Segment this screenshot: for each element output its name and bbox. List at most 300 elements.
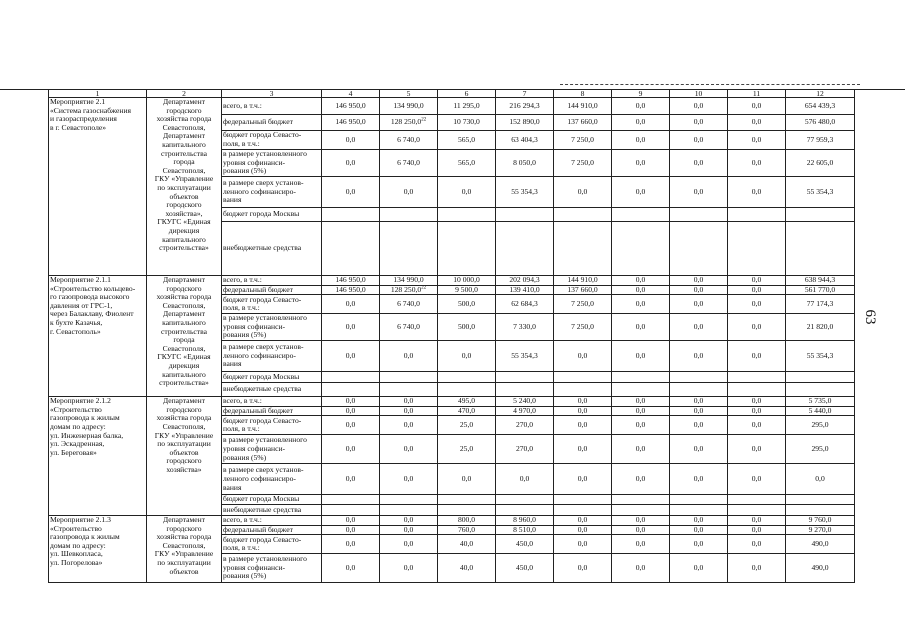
value-cell-col-11 xyxy=(728,515,786,525)
value-text: 0,0 xyxy=(345,420,356,430)
value-text: 0,0 xyxy=(693,186,704,196)
value-cell-col-6 xyxy=(438,416,496,435)
value-cell-col-9 xyxy=(612,406,670,416)
value-cell-col-5 xyxy=(380,464,438,495)
funding-source-line: бюджет города Москвы xyxy=(223,371,300,381)
column-number-4: 4 xyxy=(322,90,380,98)
value-text: 0,0 xyxy=(635,515,646,524)
value-text: 77 174,3 xyxy=(806,298,834,308)
value-text: 146 950,0 xyxy=(335,275,366,284)
value-cell-col-5 xyxy=(380,515,438,525)
executor-line: городского xyxy=(166,523,202,533)
value-cell-col-11 xyxy=(728,341,786,372)
value-text: 470,0 xyxy=(457,406,476,415)
funding-source-line: рования (5%) xyxy=(223,452,267,462)
value-cell-col-6 xyxy=(438,131,496,150)
column-number-2: 2 xyxy=(147,90,222,98)
value-cell-col-8 xyxy=(554,383,612,397)
value-cell-col-8 xyxy=(554,131,612,150)
value-text: 0,0 xyxy=(635,420,646,430)
value-cell-col-6 xyxy=(438,276,496,286)
executor-line: Департамент xyxy=(162,131,206,141)
value-text: 0,0 xyxy=(403,562,414,572)
value-cell-col-6 xyxy=(438,406,496,416)
value-text: 760,0 xyxy=(457,525,476,534)
value-cell-col-12 xyxy=(786,397,855,407)
value-cell-col-4 xyxy=(322,314,380,341)
executor-line: ГКУ «Управление xyxy=(154,549,214,559)
value-cell-col-8 xyxy=(554,554,612,583)
value-cell-col-4 xyxy=(322,177,380,208)
value-text: 7 250,0 xyxy=(571,298,594,308)
value-cell-col-11 xyxy=(728,397,786,407)
value-cell-col-6 xyxy=(438,98,496,115)
value-cell-col-9 xyxy=(612,314,670,341)
value-cell-col-5 xyxy=(380,372,438,383)
value-text: 0,0 xyxy=(403,420,414,430)
value-text: 0,0 xyxy=(751,406,762,415)
value-text: 0,0 xyxy=(345,298,356,308)
funding-source-line: рования (5%) xyxy=(223,166,267,176)
value-text: 22 605,0 xyxy=(806,157,834,167)
funding-source-line: в размере установленного xyxy=(223,313,307,323)
value-cell-col-9 xyxy=(612,208,670,222)
funding-source-cell xyxy=(222,115,322,131)
value-text: 0,0 xyxy=(635,396,646,406)
value-cell-col-7 xyxy=(496,295,554,314)
value-cell-col-4 xyxy=(322,435,380,464)
funding-source-line: вания xyxy=(223,482,242,492)
value-cell-col-9 xyxy=(612,341,670,372)
measure-line: Мероприятие 2.1.2 xyxy=(50,396,111,406)
value-cell-col-9 xyxy=(612,131,670,150)
funding-source-cell xyxy=(222,222,322,276)
funding-source-line: вания xyxy=(223,359,242,369)
funding-source-line: уровня софинанси- xyxy=(223,444,286,454)
value-cell-col-4 xyxy=(322,372,380,383)
value-cell-col-8 xyxy=(554,515,612,525)
funding-source-cell xyxy=(222,525,322,535)
value-cell-col-8 xyxy=(554,98,612,115)
executor-line: городского xyxy=(166,456,202,466)
executor-line: по эксплуатации xyxy=(157,439,211,449)
value-cell-col-8 xyxy=(554,115,612,131)
funding-source-line: уровня софинанси- xyxy=(223,157,286,167)
value-text: 0,0 xyxy=(345,538,356,548)
funding-source-cell xyxy=(222,504,322,515)
column-number-5: 5 xyxy=(380,90,438,98)
value-cell-col-7 xyxy=(496,131,554,150)
value-cell-col-4 xyxy=(322,131,380,150)
funding-source-cell xyxy=(222,535,322,554)
value-cell-col-8 xyxy=(554,372,612,383)
value-cell-col-4 xyxy=(322,525,380,535)
value-cell-col-11 xyxy=(728,150,786,177)
value-cell-col-12 xyxy=(786,515,855,525)
executor-line: ГКУГС «Единая xyxy=(157,217,211,227)
value-text: 0,0 xyxy=(815,474,825,484)
value-cell-col-10 xyxy=(670,372,728,383)
value-text: 0,0 xyxy=(577,444,588,454)
executor-line: Севастополя, xyxy=(162,300,206,310)
value-text: 576 480,0 xyxy=(804,117,836,127)
value-cell-col-9 xyxy=(612,495,670,505)
value-cell-col-10 xyxy=(670,295,728,314)
value-text: 134 990,0 xyxy=(393,275,424,284)
measure-line: Мероприятие 2.1.3 xyxy=(50,515,111,524)
funding-source-cell xyxy=(222,372,322,383)
value-cell-col-8 xyxy=(554,208,612,222)
value-cell-col-7 xyxy=(496,515,554,525)
value-text: 0,0 xyxy=(635,275,646,284)
value-text: 0,0 xyxy=(751,350,762,360)
value-text: 0,0 xyxy=(635,321,646,331)
value-cell-col-10 xyxy=(670,515,728,525)
table-row xyxy=(49,98,855,115)
column-number-row xyxy=(49,90,855,98)
table-row xyxy=(49,276,855,286)
value-text: 0,0 xyxy=(345,186,356,196)
table-row xyxy=(49,397,855,407)
value-cell-col-7 xyxy=(496,208,554,222)
value-cell-col-10 xyxy=(670,406,728,416)
value-text: 5 440,0 xyxy=(808,406,832,415)
executor-line: ГКУ «Управление xyxy=(154,430,214,440)
value-cell-col-9 xyxy=(612,276,670,286)
value-text: 0,0 xyxy=(577,406,588,415)
funding-source-cell xyxy=(222,285,322,295)
value-text: 0,0 xyxy=(693,562,704,572)
value-text: 0,0 xyxy=(635,186,646,196)
funding-source-line: федеральный бюджет xyxy=(223,406,293,415)
value-cell-col-7 xyxy=(496,177,554,208)
funding-source-line: в размере установленного xyxy=(223,435,307,445)
value-cell-col-10 xyxy=(670,397,728,407)
funding-source-cell xyxy=(222,177,322,208)
value-cell-col-5 xyxy=(380,504,438,515)
value-text: 490,0 xyxy=(811,538,829,548)
value-text: 0,0 xyxy=(693,525,704,534)
value-text: 0,0 xyxy=(693,396,704,406)
value-text: 25,0 xyxy=(459,420,474,430)
value-text: 0,0 xyxy=(577,186,588,196)
executor-line: городского xyxy=(166,283,202,293)
value-cell-col-10 xyxy=(670,115,728,131)
value-text: 0,0 xyxy=(577,396,588,406)
value-cell-col-8 xyxy=(554,222,612,276)
value-cell-col-9 xyxy=(612,115,670,131)
value-cell-col-7 xyxy=(496,397,554,407)
value-text: 0,0 xyxy=(751,298,762,308)
funding-source-line: бюджет города Москвы xyxy=(223,494,300,504)
value-text: 128 250,0 xyxy=(390,117,422,127)
value-text: 0,0 xyxy=(403,186,414,196)
funding-source-line: бюджет города Севасто- xyxy=(223,294,302,304)
executor-line: объектов xyxy=(169,447,199,457)
value-cell-col-7 xyxy=(496,495,554,505)
value-text: 0,0 xyxy=(345,350,356,360)
value-cell-col-9 xyxy=(612,397,670,407)
value-cell-col-5 xyxy=(380,341,438,372)
executor-line: города xyxy=(173,157,195,167)
value-cell-col-10 xyxy=(670,525,728,535)
funding-source-cell xyxy=(222,397,322,407)
funding-source-cell xyxy=(222,383,322,397)
value-text: 9 500,0 xyxy=(455,285,478,294)
measure-line: через Балаклаву, Фиолент xyxy=(50,309,134,319)
executor-line: хозяйства города xyxy=(156,292,212,302)
value-cell-col-5 xyxy=(380,276,438,286)
value-cell-col-8 xyxy=(554,314,612,341)
measure-line: ул. Шевкопласа, xyxy=(50,549,103,559)
value-text: 0,0 xyxy=(751,134,762,144)
value-text: 63 404,3 xyxy=(511,134,538,144)
value-text: 8 960,0 xyxy=(513,515,536,524)
value-cell-col-5 xyxy=(380,295,438,314)
value-text: 6 740,0 xyxy=(397,298,420,308)
measure-line: Мероприятие 2.1.1 xyxy=(50,275,111,284)
value-cell-col-4 xyxy=(322,208,380,222)
value-cell-col-10 xyxy=(670,554,728,583)
executor-line: объектов xyxy=(169,191,199,201)
value-text: 0,0 xyxy=(693,298,704,308)
value-text: 561 770,0 xyxy=(804,285,836,294)
value-text: 495,0 xyxy=(457,396,476,406)
value-cell-col-9 xyxy=(612,435,670,464)
measure-line: «Система газоснабжения xyxy=(50,105,132,115)
value-cell-col-9 xyxy=(612,177,670,208)
value-text: 134 990,0 xyxy=(393,100,424,110)
value-text: 55 354,3 xyxy=(806,350,834,360)
value-cell-col-7 xyxy=(496,115,554,131)
value-text: 0,0 xyxy=(403,444,414,454)
funding-source-line: бюджет города Москвы xyxy=(223,209,300,219)
funding-source-line: рования (5%) xyxy=(223,330,267,340)
value-cell-col-5 xyxy=(380,98,438,115)
executor-line: ГКУ «Управление xyxy=(154,174,214,184)
executor-cell xyxy=(147,397,222,516)
value-text: 295,0 xyxy=(811,444,829,454)
value-text: 0,0 xyxy=(751,157,762,167)
value-text: 5 240,0 xyxy=(513,396,536,406)
executor-line: дирекция xyxy=(168,225,200,235)
value-text: 0,0 xyxy=(403,350,414,360)
page-number: 63 xyxy=(862,309,878,325)
value-cell-col-4 xyxy=(322,276,380,286)
value-cell-col-10 xyxy=(670,276,728,286)
value-cell-col-8 xyxy=(554,535,612,554)
value-text: 638 944,3 xyxy=(804,275,836,284)
funding-source-line: уровня софинанси- xyxy=(223,562,286,572)
value-text: 0,0 xyxy=(577,420,588,430)
value-cell-col-5 xyxy=(380,525,438,535)
executor-line: городского xyxy=(166,404,202,414)
value-text: 0,0 xyxy=(345,134,356,144)
value-cell-col-9 xyxy=(612,515,670,525)
value-text: 0,0 xyxy=(403,406,414,415)
value-text: 62 684,3 xyxy=(511,298,538,308)
value-cell-col-12 xyxy=(786,535,855,554)
funding-source-line: федеральный бюджет xyxy=(223,117,293,127)
funding-source-cell xyxy=(222,341,322,372)
value-cell-col-8 xyxy=(554,495,612,505)
funding-source-line: поля, в т.ч.: xyxy=(223,139,260,148)
value-text: 146 950,0 xyxy=(335,285,366,294)
value-text: 0,0 xyxy=(345,406,356,415)
value-cell-col-10 xyxy=(670,535,728,554)
measure-line: Мероприятие 2.1 xyxy=(50,97,106,106)
measure-line: ул. Инженерная балка, xyxy=(50,430,124,440)
value-text: 0,0 xyxy=(577,350,588,360)
value-cell-col-8 xyxy=(554,341,612,372)
funding-source-line: ленного софинансиро- xyxy=(223,350,296,360)
value-cell-col-9 xyxy=(612,98,670,115)
value-text: 21 820,0 xyxy=(806,321,834,331)
value-cell-col-11 xyxy=(728,525,786,535)
value-cell-col-5 xyxy=(380,495,438,505)
value-cell-col-12 xyxy=(786,504,855,515)
value-text: 500,0 xyxy=(457,298,476,308)
value-text: 0,0 xyxy=(693,321,704,331)
funding-source-line: бюджет города Севасто- xyxy=(223,415,302,425)
value-text: 0,0 xyxy=(751,525,762,534)
value-text: 270,0 xyxy=(515,444,534,454)
column-number-10: 10 xyxy=(670,90,728,98)
funding-source-cell xyxy=(222,406,322,416)
value-text: 55 354,3 xyxy=(511,350,538,360)
value-text: 0,0 xyxy=(345,444,356,454)
value-cell-col-6 xyxy=(438,177,496,208)
value-text: 0,0 xyxy=(751,562,762,572)
value-cell-col-6 xyxy=(438,435,496,464)
funding-source-line: бюджет города Севасто- xyxy=(223,534,302,544)
value-cell-col-10 xyxy=(670,435,728,464)
value-text: 9 760,0 xyxy=(808,515,832,524)
executor-cell xyxy=(147,276,222,397)
value-cell-col-5 xyxy=(380,131,438,150)
value-text: 0,0 xyxy=(635,538,646,548)
column-number-11: 11 xyxy=(728,90,786,98)
funding-source-cell xyxy=(222,150,322,177)
value-cell-col-6 xyxy=(438,222,496,276)
value-cell-col-7 xyxy=(496,222,554,276)
value-text: 0,0 xyxy=(751,444,762,454)
value-cell-col-10 xyxy=(670,314,728,341)
value-text: 0,0 xyxy=(519,474,530,484)
value-text: 40,0 xyxy=(459,538,474,548)
funding-source-line: поля, в т.ч.: xyxy=(223,543,260,553)
value-text: 0,0 xyxy=(577,538,588,548)
value-cell-col-7 xyxy=(496,372,554,383)
value-cell-col-11 xyxy=(728,535,786,554)
value-text: 0,0 xyxy=(403,515,414,524)
funding-source-line: поля, в т.ч.: xyxy=(223,303,260,313)
measure-line: газопровода к жилым xyxy=(50,413,120,423)
value-cell-col-5 xyxy=(380,406,438,416)
value-text: 202 094,3 xyxy=(509,275,540,284)
value-cell-col-10 xyxy=(670,150,728,177)
value-cell-col-10 xyxy=(670,222,728,276)
funding-source-line: вания xyxy=(223,195,242,205)
value-cell-col-5 xyxy=(380,208,438,222)
value-cell-col-4 xyxy=(322,115,380,131)
value-cell-col-11 xyxy=(728,276,786,286)
value-cell-col-11 xyxy=(728,314,786,341)
value-text: 6 740,0 xyxy=(397,157,420,167)
value-text: 800,0 xyxy=(457,515,476,524)
executor-cell xyxy=(147,515,222,582)
value-text: 565,0 xyxy=(457,157,476,167)
executor-line: Департамент xyxy=(162,309,206,319)
funding-source-line: в размере сверх установ- xyxy=(223,178,304,188)
value-cell-col-12 xyxy=(786,295,855,314)
column-number-12: 12 xyxy=(786,90,855,98)
value-text: 11 295,0 xyxy=(453,100,480,110)
measure-line: к бухте Казачья, xyxy=(50,317,103,327)
value-cell-col-7 xyxy=(496,285,554,295)
value-cell-col-5 xyxy=(380,150,438,177)
value-cell-col-4 xyxy=(322,222,380,276)
funding-source-cell xyxy=(222,495,322,505)
value-cell-col-4 xyxy=(322,416,380,435)
budget-table xyxy=(48,89,855,583)
value-text: 0,0 xyxy=(577,562,588,572)
value-cell-col-11 xyxy=(728,98,786,115)
funding-source-line: федеральный бюджет xyxy=(223,285,293,294)
funding-source-line: всего, в т.ч.: xyxy=(223,515,262,524)
value-cell-col-11 xyxy=(728,222,786,276)
value-text: 0,0 xyxy=(635,525,646,534)
value-cell-col-4 xyxy=(322,464,380,495)
value-text: 7 250,0 xyxy=(571,157,594,167)
measure-cell xyxy=(49,98,147,276)
value-cell-col-10 xyxy=(670,464,728,495)
value-cell-col-11 xyxy=(728,285,786,295)
value-cell-col-10 xyxy=(670,504,728,515)
value-cell-col-8 xyxy=(554,435,612,464)
column-number-3: 3 xyxy=(222,90,322,98)
executor-line: капитального xyxy=(162,139,206,149)
value-cell-col-9 xyxy=(612,150,670,177)
value-text: 6 740,0 xyxy=(397,134,420,144)
value-text: 0,0 xyxy=(635,406,646,415)
value-cell-col-11 xyxy=(728,295,786,314)
value-text: 500,0 xyxy=(457,321,476,331)
executor-line: строительства xyxy=(161,326,207,336)
value-cell-col-12 xyxy=(786,276,855,286)
value-cell-col-5 xyxy=(380,397,438,407)
value-text: 450,0 xyxy=(515,562,534,572)
value-text: 0,0 xyxy=(693,515,704,524)
executor-line: объектов xyxy=(169,566,199,576)
funding-source-cell xyxy=(222,98,322,115)
value-text: 0,0 xyxy=(693,350,704,360)
value-cell-col-12 xyxy=(786,285,855,295)
executor-line: Департамент xyxy=(162,275,206,284)
value-cell-col-9 xyxy=(612,504,670,515)
value-cell-col-12 xyxy=(786,372,855,383)
value-cell-col-5 xyxy=(380,554,438,583)
value-cell-col-4 xyxy=(322,150,380,177)
value-text: 0,0 xyxy=(751,117,762,127)
value-cell-col-6 xyxy=(438,341,496,372)
value-cell-col-9 xyxy=(612,554,670,583)
value-cell-col-9 xyxy=(612,285,670,295)
value-cell-col-11 xyxy=(728,115,786,131)
value-cell-col-6 xyxy=(438,383,496,397)
funding-source-line: всего, в т.ч.: xyxy=(223,100,262,110)
funding-source-cell xyxy=(222,131,322,150)
